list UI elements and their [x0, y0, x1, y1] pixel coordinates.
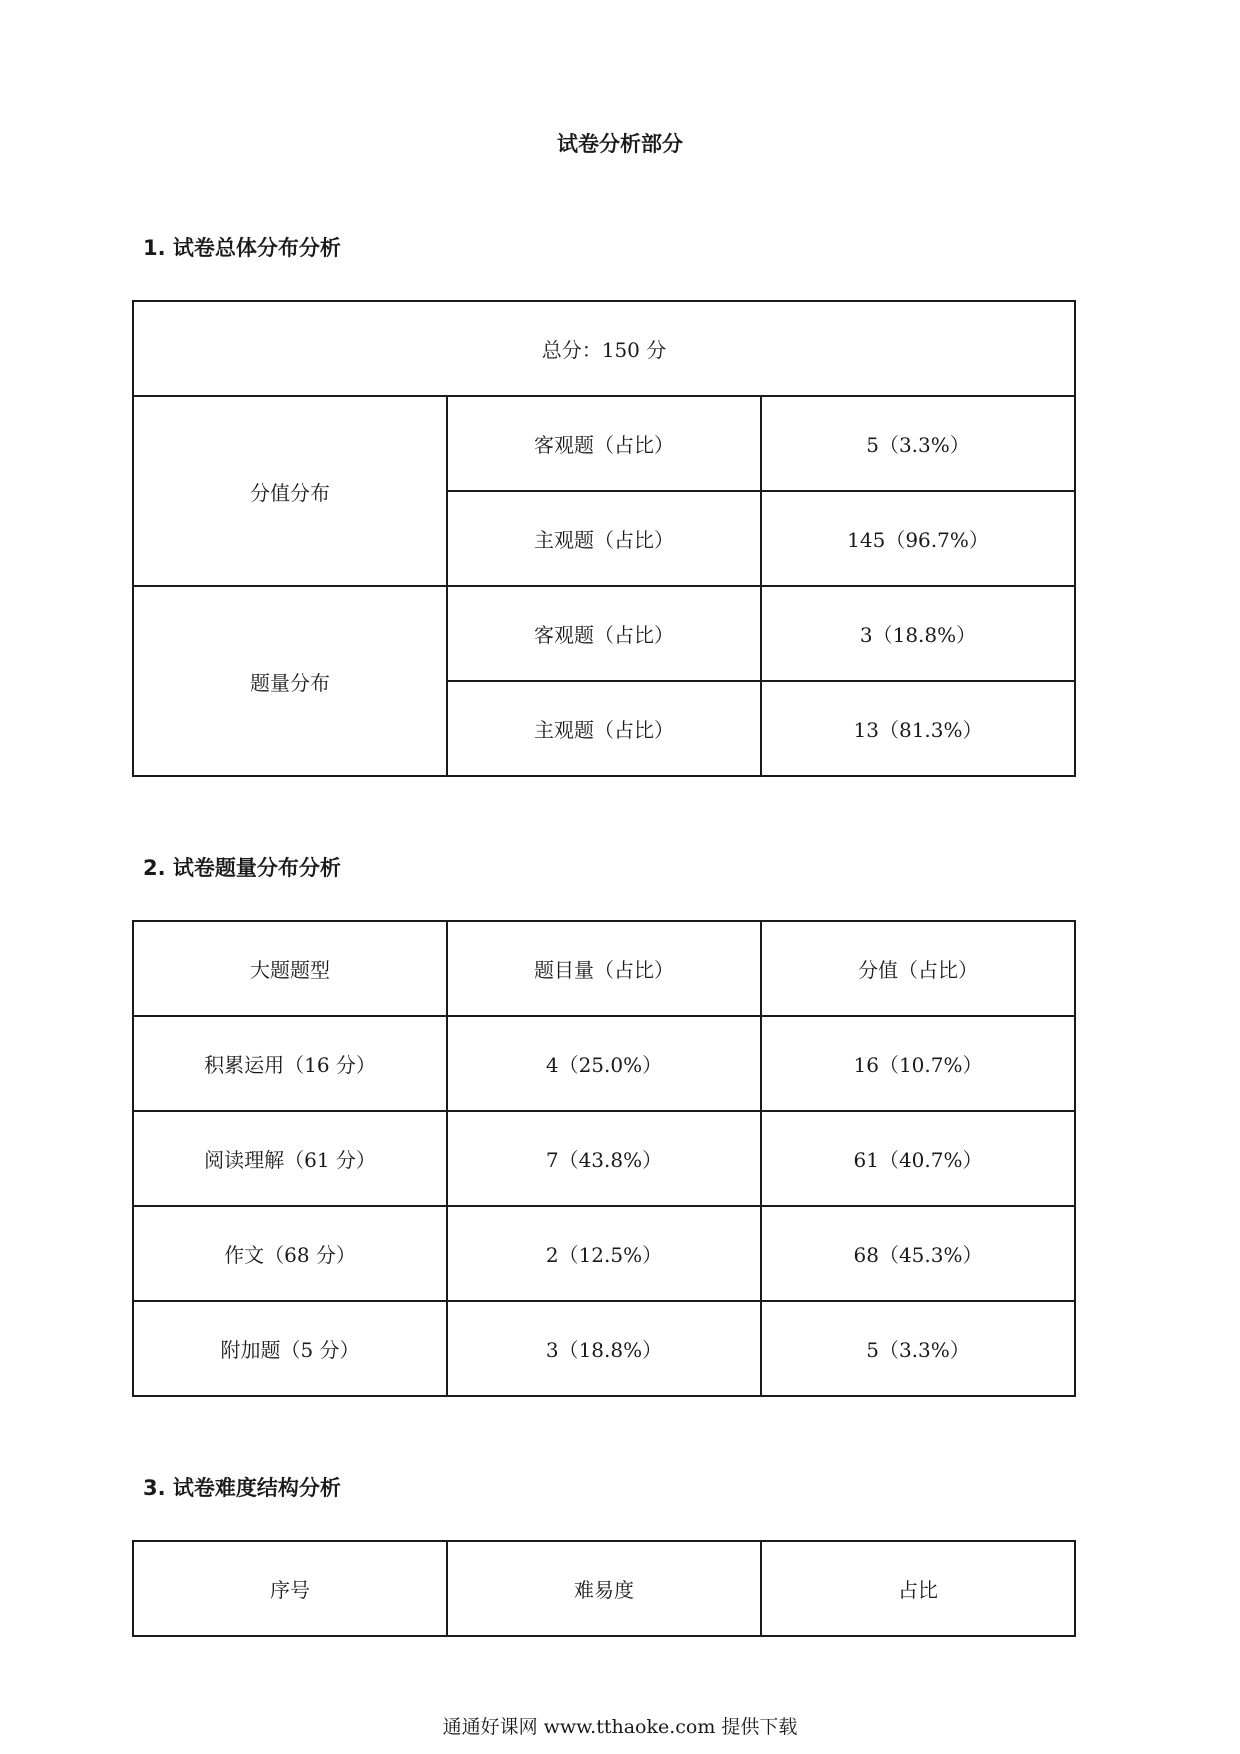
count-distribution-label: 题量分布 [133, 586, 447, 776]
table-header-cell: 占比 [761, 1541, 1075, 1636]
table-cell: 145（96.7%） [761, 491, 1075, 586]
table-header-cell: 大题题型 [133, 921, 447, 1016]
table-cell: 68（45.3%） [761, 1206, 1075, 1301]
table-header-row [133, 1541, 1075, 1636]
table-cell: 客观题（占比） [447, 396, 761, 491]
table-header-row [133, 921, 1075, 1016]
table-cell: 作文（68 分） [133, 1206, 447, 1301]
table-cell: 3（18.8%） [761, 586, 1075, 681]
table-row [133, 1016, 1075, 1111]
table-cell: 3（18.8%） [447, 1301, 761, 1396]
table-header-cell: 难易度 [447, 1541, 761, 1636]
table-cell: 客观题（占比） [447, 586, 761, 681]
table-row [133, 301, 1075, 396]
table-row [133, 1206, 1075, 1301]
table-cell: 2（12.5%） [447, 1206, 761, 1301]
section-heading-3: 3. 试卷难度结构分析 [143, 1476, 341, 1500]
table-header-cell: 序号 [133, 1541, 447, 1636]
score-distribution-label: 分值分布 [133, 396, 447, 586]
difficulty-structure-table [132, 1540, 1076, 1637]
table-row [133, 586, 1075, 681]
table-row [133, 1301, 1075, 1396]
table-cell: 16（10.7%） [761, 1016, 1075, 1111]
page-footer: 通通好课网 www.tthaoke.com 提供下载 [442, 1716, 798, 1738]
table-header-cell: 分值（占比） [761, 921, 1075, 1016]
table-cell: 5（3.3%） [761, 396, 1075, 491]
overall-distribution-table [132, 300, 1076, 777]
table-cell: 主观题（占比） [447, 491, 761, 586]
total-score-cell: 总分：150 分 [133, 301, 1075, 396]
table-cell: 13（81.3%） [761, 681, 1075, 776]
table-cell: 61（40.7%） [761, 1111, 1075, 1206]
table-cell: 5（3.3%） [761, 1301, 1075, 1396]
section-heading-1: 1. 试卷总体分布分析 [143, 236, 341, 260]
table-row [133, 396, 1075, 491]
table-cell: 阅读理解（61 分） [133, 1111, 447, 1206]
question-distribution-table [132, 920, 1076, 1397]
section-heading-2: 2. 试卷题量分布分析 [143, 856, 341, 880]
document-title: 试卷分析部分 [557, 132, 683, 156]
table-header-cell: 题目量（占比） [447, 921, 761, 1016]
table-cell: 主观题（占比） [447, 681, 761, 776]
table-cell: 4（25.0%） [447, 1016, 761, 1111]
table-cell: 附加题（5 分） [133, 1301, 447, 1396]
table-cell: 积累运用（16 分） [133, 1016, 447, 1111]
table-row [133, 1111, 1075, 1206]
table-cell: 7（43.8%） [447, 1111, 761, 1206]
